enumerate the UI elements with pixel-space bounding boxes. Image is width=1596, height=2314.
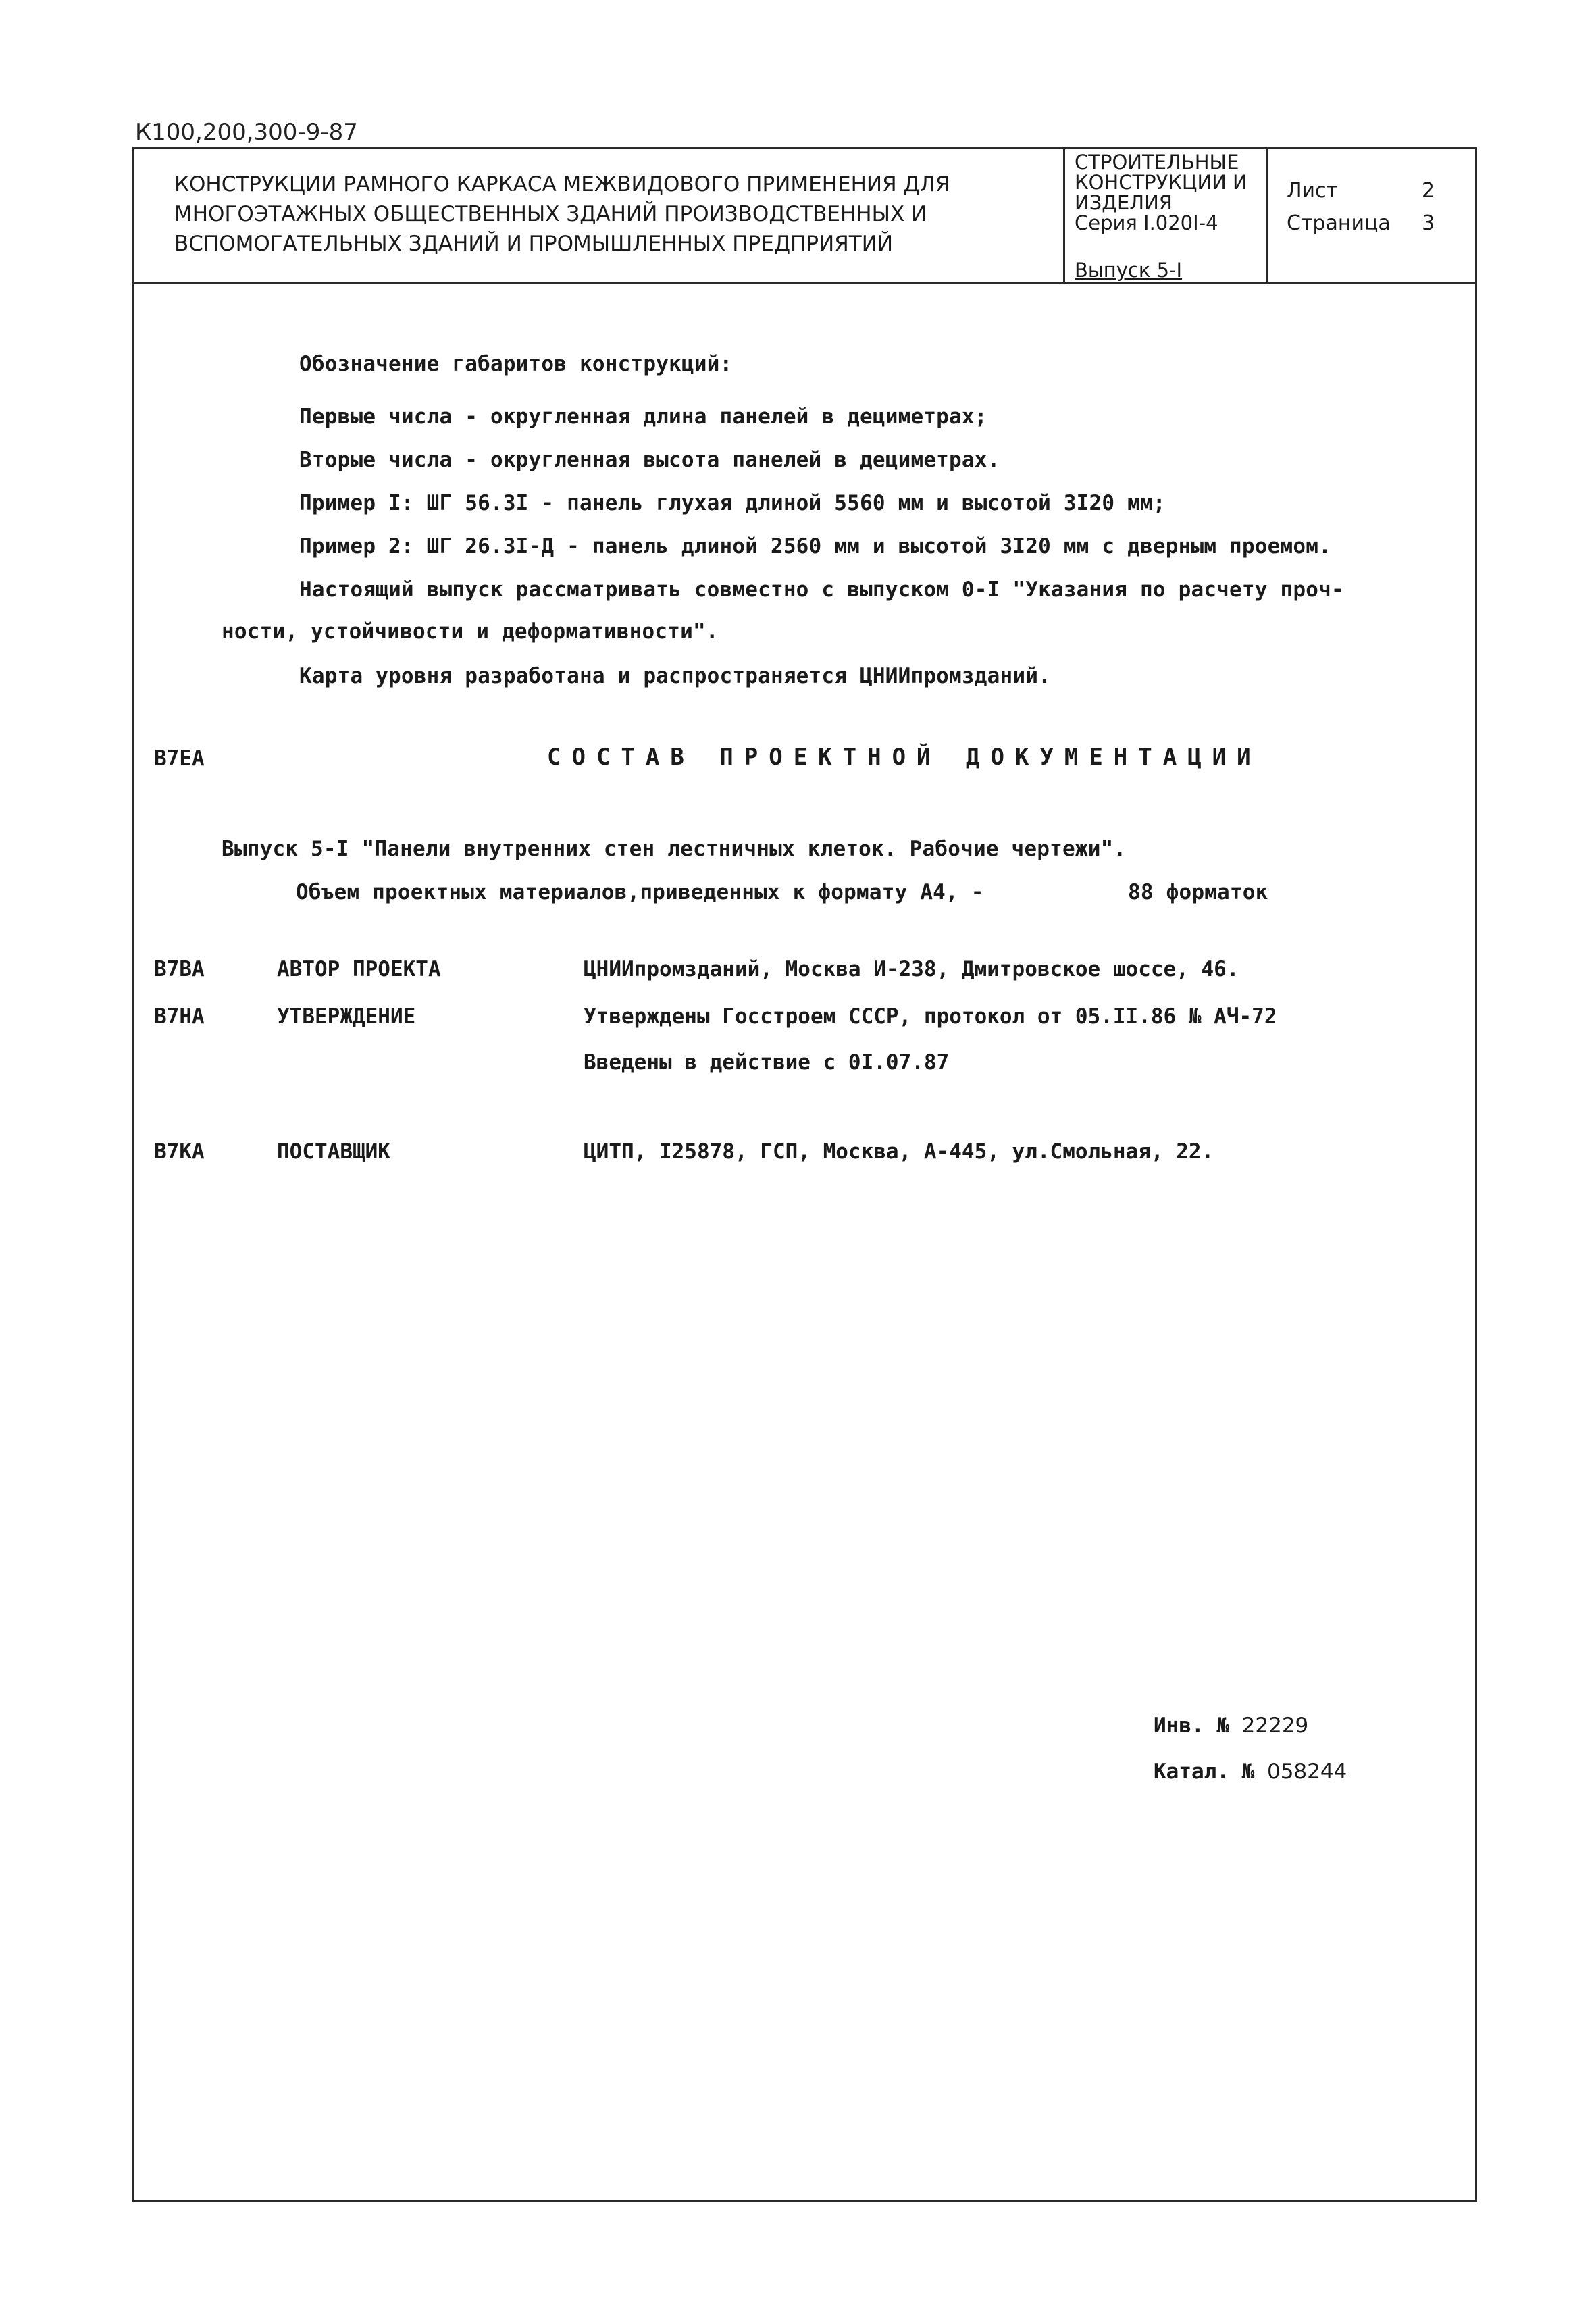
record-value: ЦНИИпромзданий, Москва И-238, Дмитровское шоссе, 46. (584, 957, 1239, 981)
document-body (134, 149, 1475, 2200)
sheet-number: 2 (1422, 179, 1435, 203)
body-line: Вторые числа - округленная высота панелей в дециметрах. (299, 448, 1000, 472)
record-value: Введены в действие с 0I.07.87 (584, 1050, 950, 1075)
section-heading: СОСТАВ ПРОЕКТНОЙ ДОКУМЕНТАЦИИ (547, 744, 1262, 771)
body-line: Карта уровня разработана и распространяется ЦНИИпромзданий. (299, 664, 1051, 688)
catalog-number: 058244 (1266, 1759, 1347, 1784)
series-line: КОНСТРУКЦИИ И (1075, 171, 1247, 194)
volume-value: 88 форматок (1128, 880, 1268, 904)
record-code: B7BA (154, 957, 205, 981)
issue-label: Выпуск 5-I (1075, 259, 1183, 282)
inventory-number: 22229 (1241, 1714, 1309, 1738)
series-line: Серия I.020I-4 (1075, 211, 1218, 234)
document-code: К100,200,300-9-87 (135, 119, 358, 146)
record-code: B7KA (154, 1139, 205, 1164)
inventory-label: Инв. № (1154, 1714, 1229, 1738)
catalog-label: Катал. № (1154, 1759, 1255, 1784)
page-frame (132, 147, 1477, 2202)
record-key: УТВЕРЖДЕНИЕ (277, 1004, 416, 1029)
record-key: ПОСТАВЩИК (277, 1139, 390, 1164)
record-key: АВТОР ПРОЕКТА (277, 957, 441, 981)
title-line: ВСПОМОГАТЕЛЬНЫХ ЗДАНИЙ И ПРОМЫШЛЕННЫХ ПРЕДПРИЯТИЙ (174, 232, 894, 256)
body-line: Первые числа - округленная длина панелей в дециметрах; (299, 405, 987, 429)
volume-line: Объем проектных материалов,приведенных к формату А4, - (296, 880, 984, 904)
title-line: КОНСТРУКЦИИ РАМНОГО КАРКАСА МЕЖВИДОВОГО ПРИМЕНЕНИЯ ДЛЯ (174, 172, 950, 197)
record-value: ЦИТП, I25878, ГСП, Москва, А-445, ул.Смольная, 22. (584, 1139, 1214, 1164)
sheet-label: Лист (1287, 179, 1339, 203)
record-code: B7HA (154, 1004, 205, 1029)
series-line: ИЗДЕЛИЯ (1075, 191, 1173, 214)
body-line: ности, устойчивости и деформативности". (222, 619, 719, 644)
title-line: МНОГОЭТАЖНЫХ ОБЩЕСТВЕННЫХ ЗДАНИЙ ПРОИЗВОДСТВЕННЫХ И (174, 202, 927, 226)
record-value: Утверждены Госстроем СССР, протокол от 05.II.86 № АЧ-72 (584, 1004, 1277, 1029)
issue-line: Выпуск 5-I "Панели внутренних стен лестничных клеток. Рабочие чертежи". (222, 837, 1127, 861)
page-number: 3 (1422, 211, 1435, 235)
body-line: Настоящий выпуск рассматривать совместно с выпуском 0-I "Указания по расчету проч- (299, 577, 1344, 602)
catalog-stamp (1154, 1759, 1347, 1784)
body-line: Пример I: ШГ 56.3I - панель глухая длиной 5560 мм и высотой 3I20 мм; (299, 491, 1166, 515)
inventory-stamp (1154, 1714, 1308, 1738)
body-line: Пример 2: ШГ 26.3I-Д - панель длиной 2560 мм и высотой 3I20 мм с дверным проемом. (299, 534, 1331, 559)
section-code: B7EA (154, 746, 205, 771)
page-label: Страница (1287, 211, 1391, 235)
body-line: Обозначение габаритов конструкций: (299, 352, 733, 376)
series-line: СТРОИТЕЛЬНЫЕ (1075, 151, 1239, 174)
